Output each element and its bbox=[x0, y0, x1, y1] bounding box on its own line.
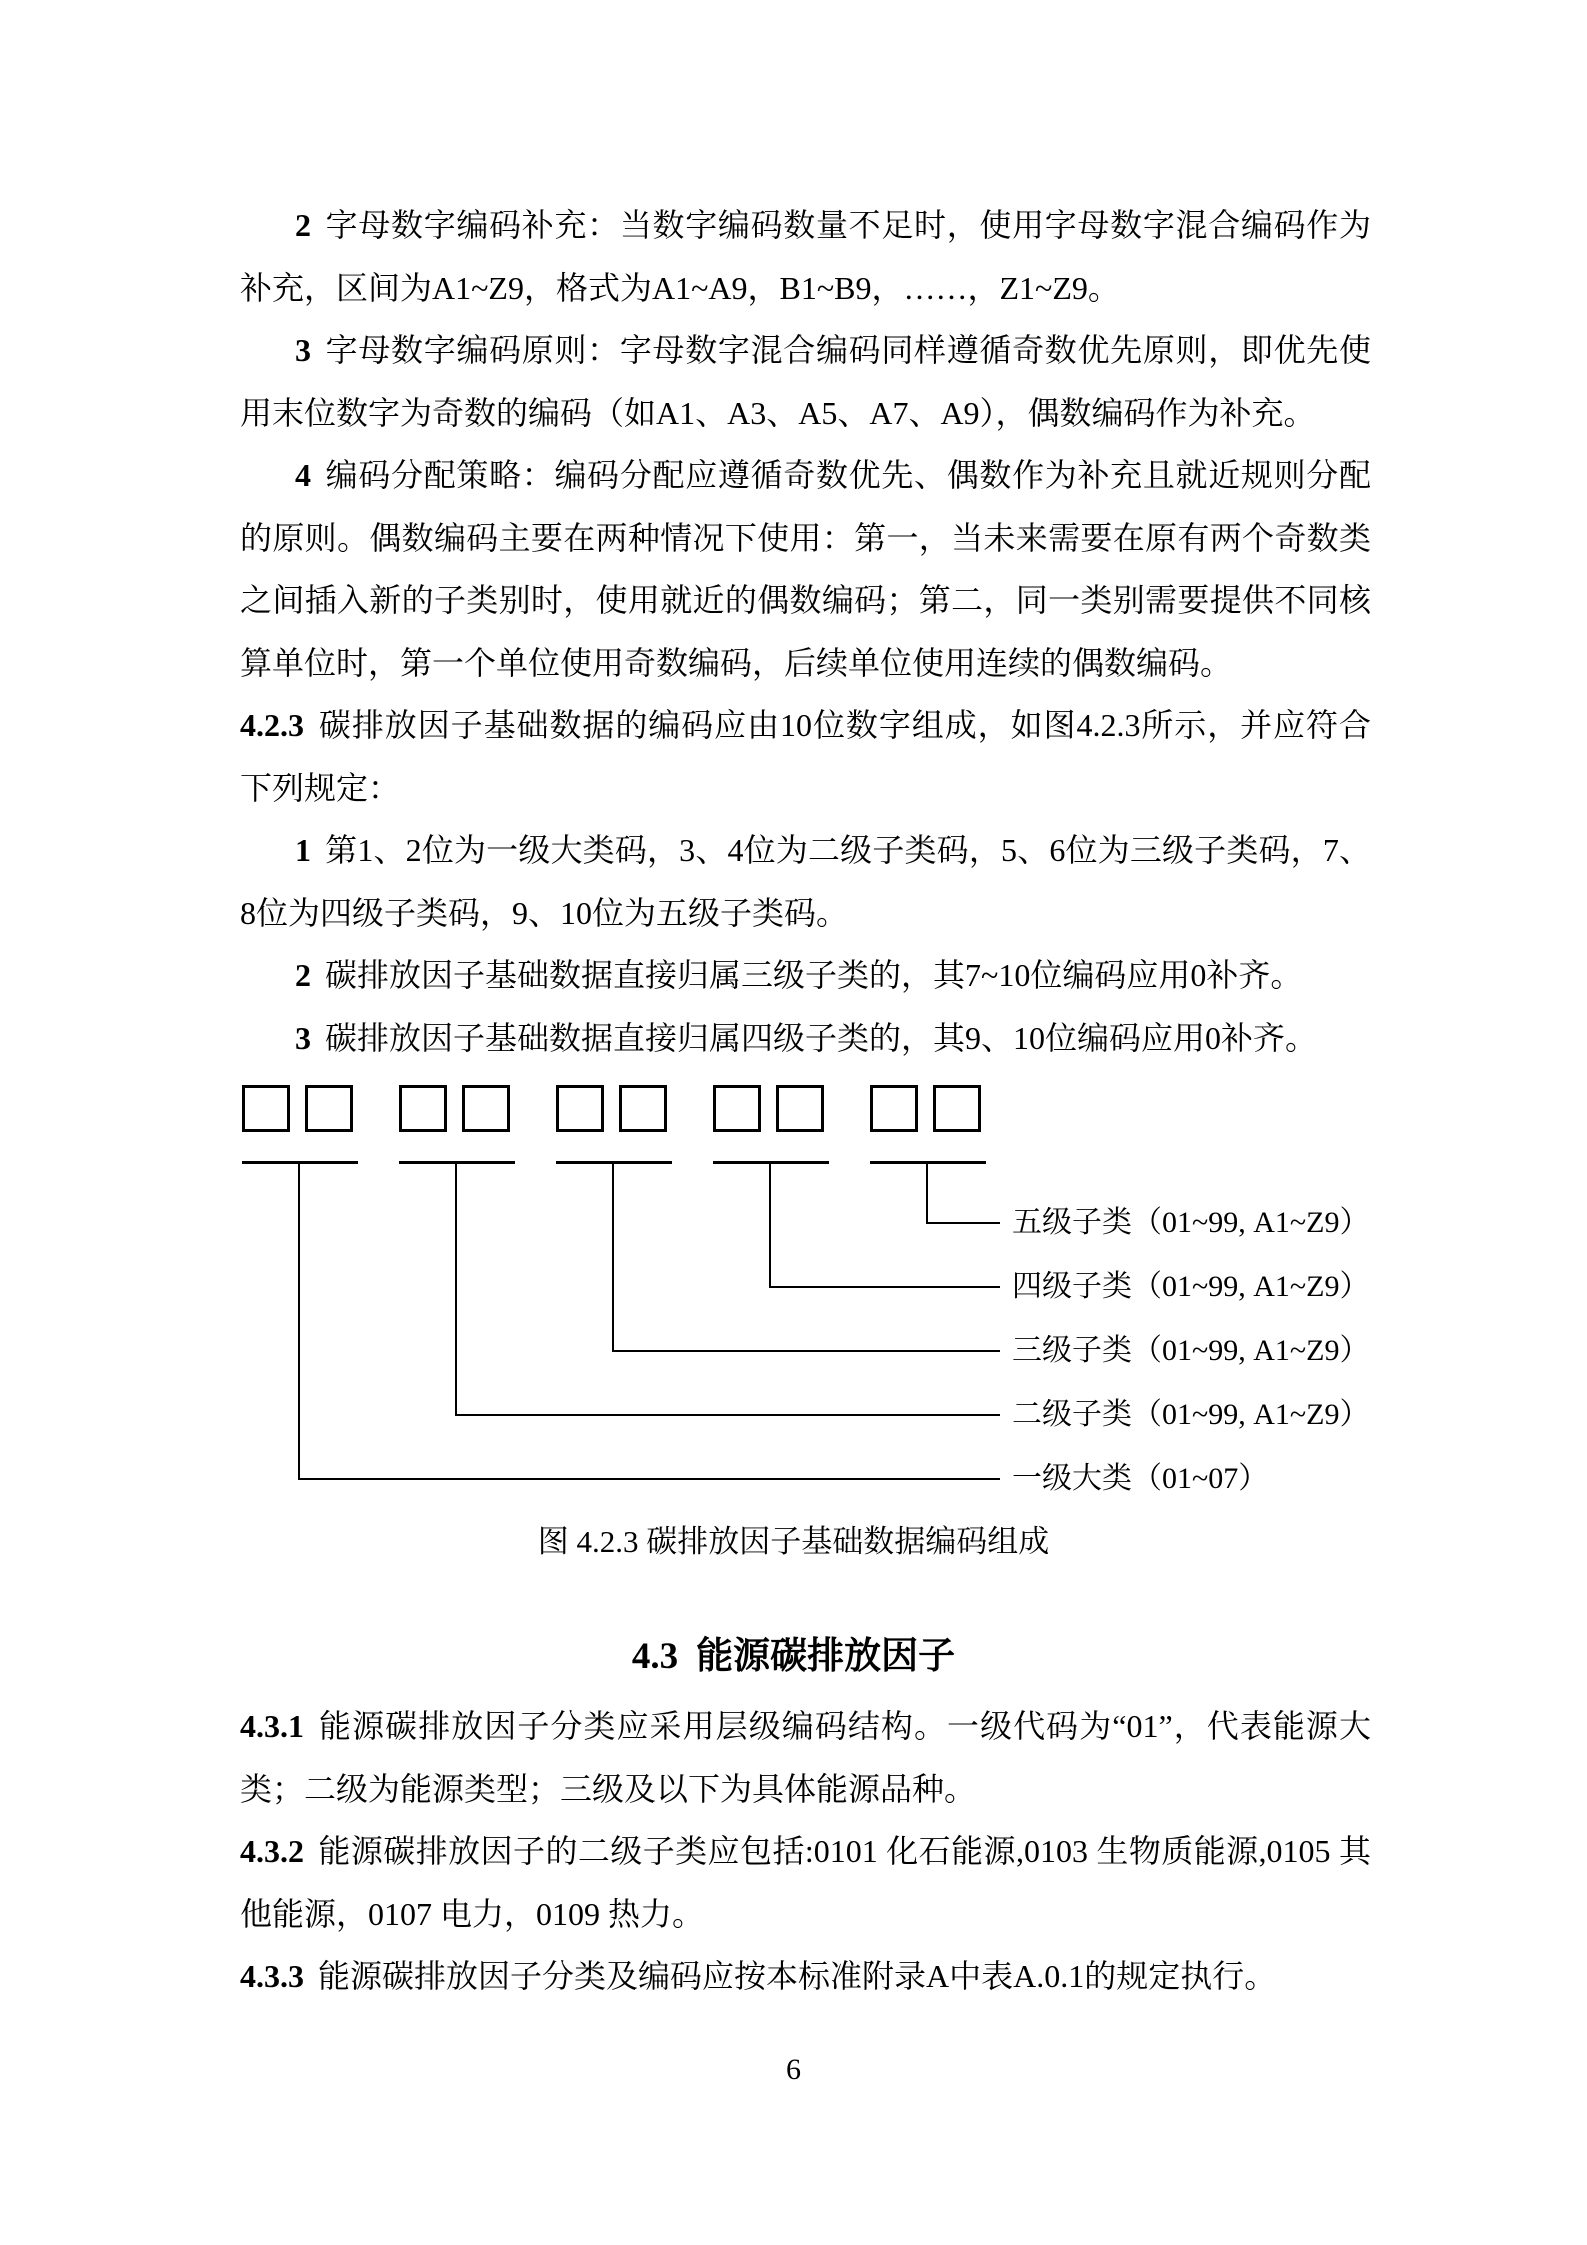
connector-line bbox=[612, 1350, 1000, 1352]
paragraph-text: 字母数字编码补充：当数字编码数量不足时，使用字母数字混合编码作为补充，区间为A1~Z9，格式为A1~A9，B1~B9，……，Z1~Z9。 bbox=[240, 207, 1371, 306]
section-heading-number: 4.3 bbox=[631, 1636, 679, 1677]
paragraph-clause-431 bbox=[240, 1695, 1371, 1820]
paragraph-item-2 bbox=[240, 194, 1371, 319]
drop-line bbox=[612, 1161, 614, 1352]
code-digit-box bbox=[776, 1085, 824, 1132]
item-number: 1 bbox=[295, 832, 311, 868]
item-number: 4 bbox=[295, 457, 311, 493]
section-heading-title: 能源碳排放因子 bbox=[696, 1636, 956, 1677]
item-number: 2 bbox=[295, 207, 311, 243]
paragraph-text: 碳排放因子基础数据的编码应由10位数字组成，如图4.2.3所示，并应符合下列规定： bbox=[240, 707, 1371, 806]
code-digit-box bbox=[713, 1085, 761, 1132]
paragraph-text: 能源碳排放因子分类及编码应按本标准附录A中表A.0.1的规定执行。 bbox=[318, 1958, 1277, 1994]
code-digit-box bbox=[556, 1085, 604, 1132]
bracket-line bbox=[556, 1161, 672, 1164]
level-label-1: 一级大类（01~07） bbox=[1012, 1462, 1269, 1495]
drop-line bbox=[298, 1161, 300, 1480]
paragraph-clause-432 bbox=[240, 1820, 1371, 1945]
code-digit-box bbox=[399, 1085, 447, 1132]
paragraph-item-2b bbox=[240, 944, 1371, 1007]
paragraph-item-3b bbox=[240, 1007, 1371, 1070]
paragraph-text: 碳排放因子基础数据直接归属三级子类的，其7~10位编码应用0补齐。 bbox=[325, 957, 1303, 993]
paragraph-item-4 bbox=[240, 444, 1371, 694]
drop-line bbox=[926, 1161, 928, 1224]
paragraph-item-1 bbox=[240, 819, 1371, 944]
clause-number: 4.3.1 bbox=[240, 1708, 304, 1744]
code-digit-box bbox=[619, 1085, 667, 1132]
connector-line bbox=[298, 1478, 1000, 1480]
bracket-line bbox=[399, 1161, 515, 1164]
paragraph-text: 第1、2位为一级大类码，3、4位为二级子类码，5、6位为三级子类码，7、8位为四级子类码，9、10位为五级子类码。 bbox=[240, 832, 1371, 931]
clause-number: 4.3.2 bbox=[240, 1833, 304, 1869]
page-number: 6 bbox=[786, 2053, 801, 2086]
paragraph-text: 能源碳排放因子的二级子类应包括:0101 化石能源,0103 生物质能源,0105 其他能源，0107 电力，0109 热力。 bbox=[240, 1833, 1371, 1932]
connector-line bbox=[769, 1286, 1000, 1288]
paragraph-text: 碳排放因子基础数据直接归属四级子类的，其9、10位编码应用0补齐。 bbox=[325, 1019, 1318, 1056]
code-digit-box bbox=[462, 1085, 510, 1132]
level-label-4: 四级子类（01~99, A1~Z9） bbox=[1012, 1270, 1370, 1303]
code-digit-box bbox=[305, 1085, 353, 1132]
clause-number: 4.3.3 bbox=[240, 1958, 304, 1994]
connector-line bbox=[455, 1414, 1000, 1416]
paragraph-text: 能源碳排放因子分类应采用层级编码结构。一级代码为“01”，代表能源大类；二级为能源类型；三级及以下为具体能源品种。 bbox=[240, 1708, 1371, 1807]
level-label-3: 三级子类（01~99, A1~Z9） bbox=[1012, 1334, 1370, 1367]
paragraph-clause-423 bbox=[240, 694, 1371, 819]
code-digit-box bbox=[933, 1085, 981, 1132]
level-label-2: 二级子类（01~99, A1~Z9） bbox=[1012, 1398, 1370, 1431]
item-number: 3 bbox=[295, 1019, 311, 1056]
bracket-line bbox=[242, 1161, 358, 1164]
drop-line bbox=[455, 1161, 457, 1416]
code-structure-diagram bbox=[0, 1085, 1587, 1515]
paragraph-text: 字母数字编码原则：字母数字混合编码同样遵循奇数优先原则，即优先使用末位数字为奇数的编码（如A1、A3、A5、A7、A9），偶数编码作为补充。 bbox=[240, 332, 1371, 431]
connector-line bbox=[926, 1222, 1000, 1224]
section-heading bbox=[0, 1633, 1587, 1681]
item-number: 2 bbox=[295, 957, 311, 993]
clause-number: 4.2.3 bbox=[240, 707, 304, 743]
paragraph-text: 编码分配策略：编码分配应遵循奇数优先、偶数作为补充且就近规则分配的原则。偶数编码主要在两种情况下使用：第一，当未来需要在原有两个奇数类之间插入新的子类别时，使用就近的偶数编码；第二，同一类别需要提供不同核算单位时，第一个单位使用奇数编码，后续单位使用连续的偶数编码。 bbox=[240, 457, 1371, 681]
bracket-line bbox=[713, 1161, 829, 1164]
paragraph-clause-433 bbox=[240, 1945, 1371, 2008]
bracket-line bbox=[870, 1161, 986, 1164]
body-text-lower bbox=[240, 1695, 1371, 2008]
level-label-5: 五级子类（01~99, A1~Z9） bbox=[1012, 1206, 1370, 1239]
figure-caption: 图 4.2.3 碳排放因子基础数据编码组成 bbox=[537, 1524, 1050, 1559]
code-digit-box bbox=[242, 1085, 290, 1132]
drop-line bbox=[769, 1161, 771, 1288]
paragraph-item-3 bbox=[240, 319, 1371, 444]
body-text-upper bbox=[240, 194, 1371, 1069]
code-digit-box bbox=[870, 1085, 918, 1132]
item-number: 3 bbox=[295, 332, 311, 368]
